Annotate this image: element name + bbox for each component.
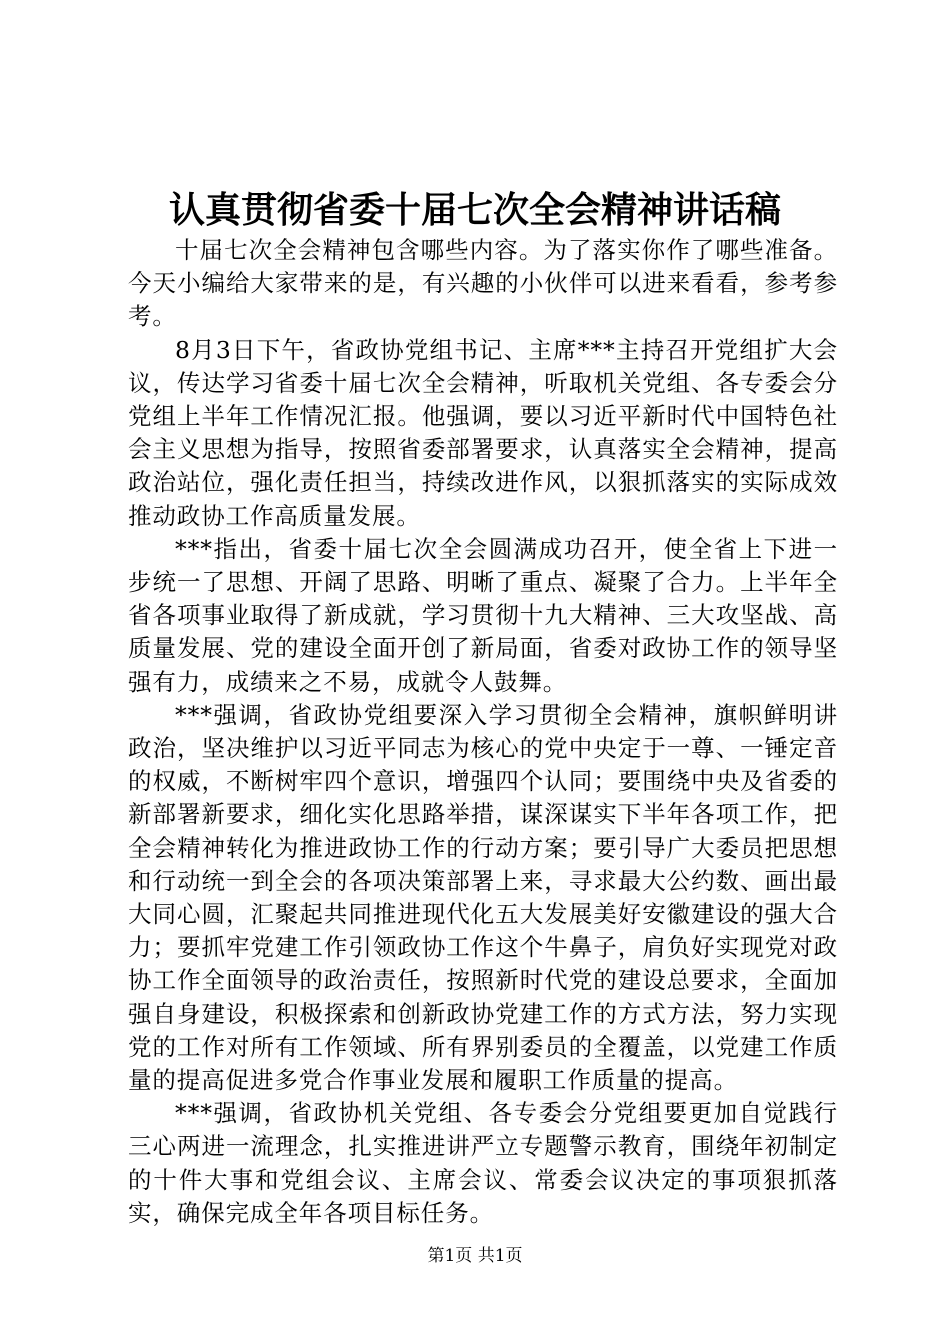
paragraph-emphasis-organs: ***强调，省政协机关党组、各专委会分党组要更加自觉践行三心两进一流理念，扎实推进讲严立专题警示教育，围绕年初制定的十件大事和党组会议、主席会议、常委会议决定的事项狠抓落实，确保完成全年各项目标任务。 xyxy=(128,1099,838,1227)
paragraph-meeting: 8月3日下午，省政协党组书记、主席***主持召开党组扩大会议，传达学习省委十届七次全会精神，听取机关党组、各专委会分党组上半年工作情况汇报。他强调，要以习近平新时代中国特色社会主义思想为指导，按照省委部署要求，认真落实全会精神，提高政治站位，强化责任担当，持续改进作风，以狠抓落实的实际成效推动政协工作高质量发展。 xyxy=(128,335,838,530)
document-body xyxy=(128,234,838,1230)
paragraph-emphasis-party-group: ***强调，省政协党组要深入学习贯彻全会精神，旗帜鲜明讲政治，坚决维护以习近平同志为核心的党中央定于一尊、一锤定音的权威，不断树牢四个意识，增强四个认同；要围绕中央及省委的新部署新要求，细化实化思路举措，谋深谋实下半年各项工作，把全会精神转化为推进政协工作的行动方案；要引导广大委员把思想和行动统一到全会的各项决策部署上来，寻求最大公约数、画出最大同心圆，汇聚起共同推进现代化五大发展美好安徽建设的强大合力；要抓牢党建工作引领政协工作这个牛鼻子，肩负好实现党对政协工作全面领导的政治责任，按照新时代党的建设总要求，全面加强自身建设，积极探索和创新政协党建工作的方式方法，努力实现党的工作对所有工作领域、所有界别委员的全覆盖，以党建工作质量的提高促进多党合作事业发展和履职工作质量的提高。 xyxy=(128,700,838,1095)
page-number-footer: 第1页 共1页 xyxy=(427,1246,523,1266)
paragraph-pointed-out: ***指出，省委十届七次全会圆满成功召开，使全省上下进一步统一了思想、开阔了思路、明晰了重点、凝聚了合力。上半年全省各项事业取得了新成就，学习贯彻十九大精神、三大攻坚战、高质量发展、党的建设全面开创了新局面，省委对政协工作的领导坚强有力，成绩来之不易，成就令人鼓舞。 xyxy=(128,534,838,696)
document-title: 认真贯彻省委十届七次全会精神讲话稿 xyxy=(168,189,781,231)
paragraph-intro: 十届七次全会精神包含哪些内容。为了落实你作了哪些准备。今天小编给大家带来的是，有兴趣的小伙伴可以进来看看，参考参考。 xyxy=(128,236,838,331)
